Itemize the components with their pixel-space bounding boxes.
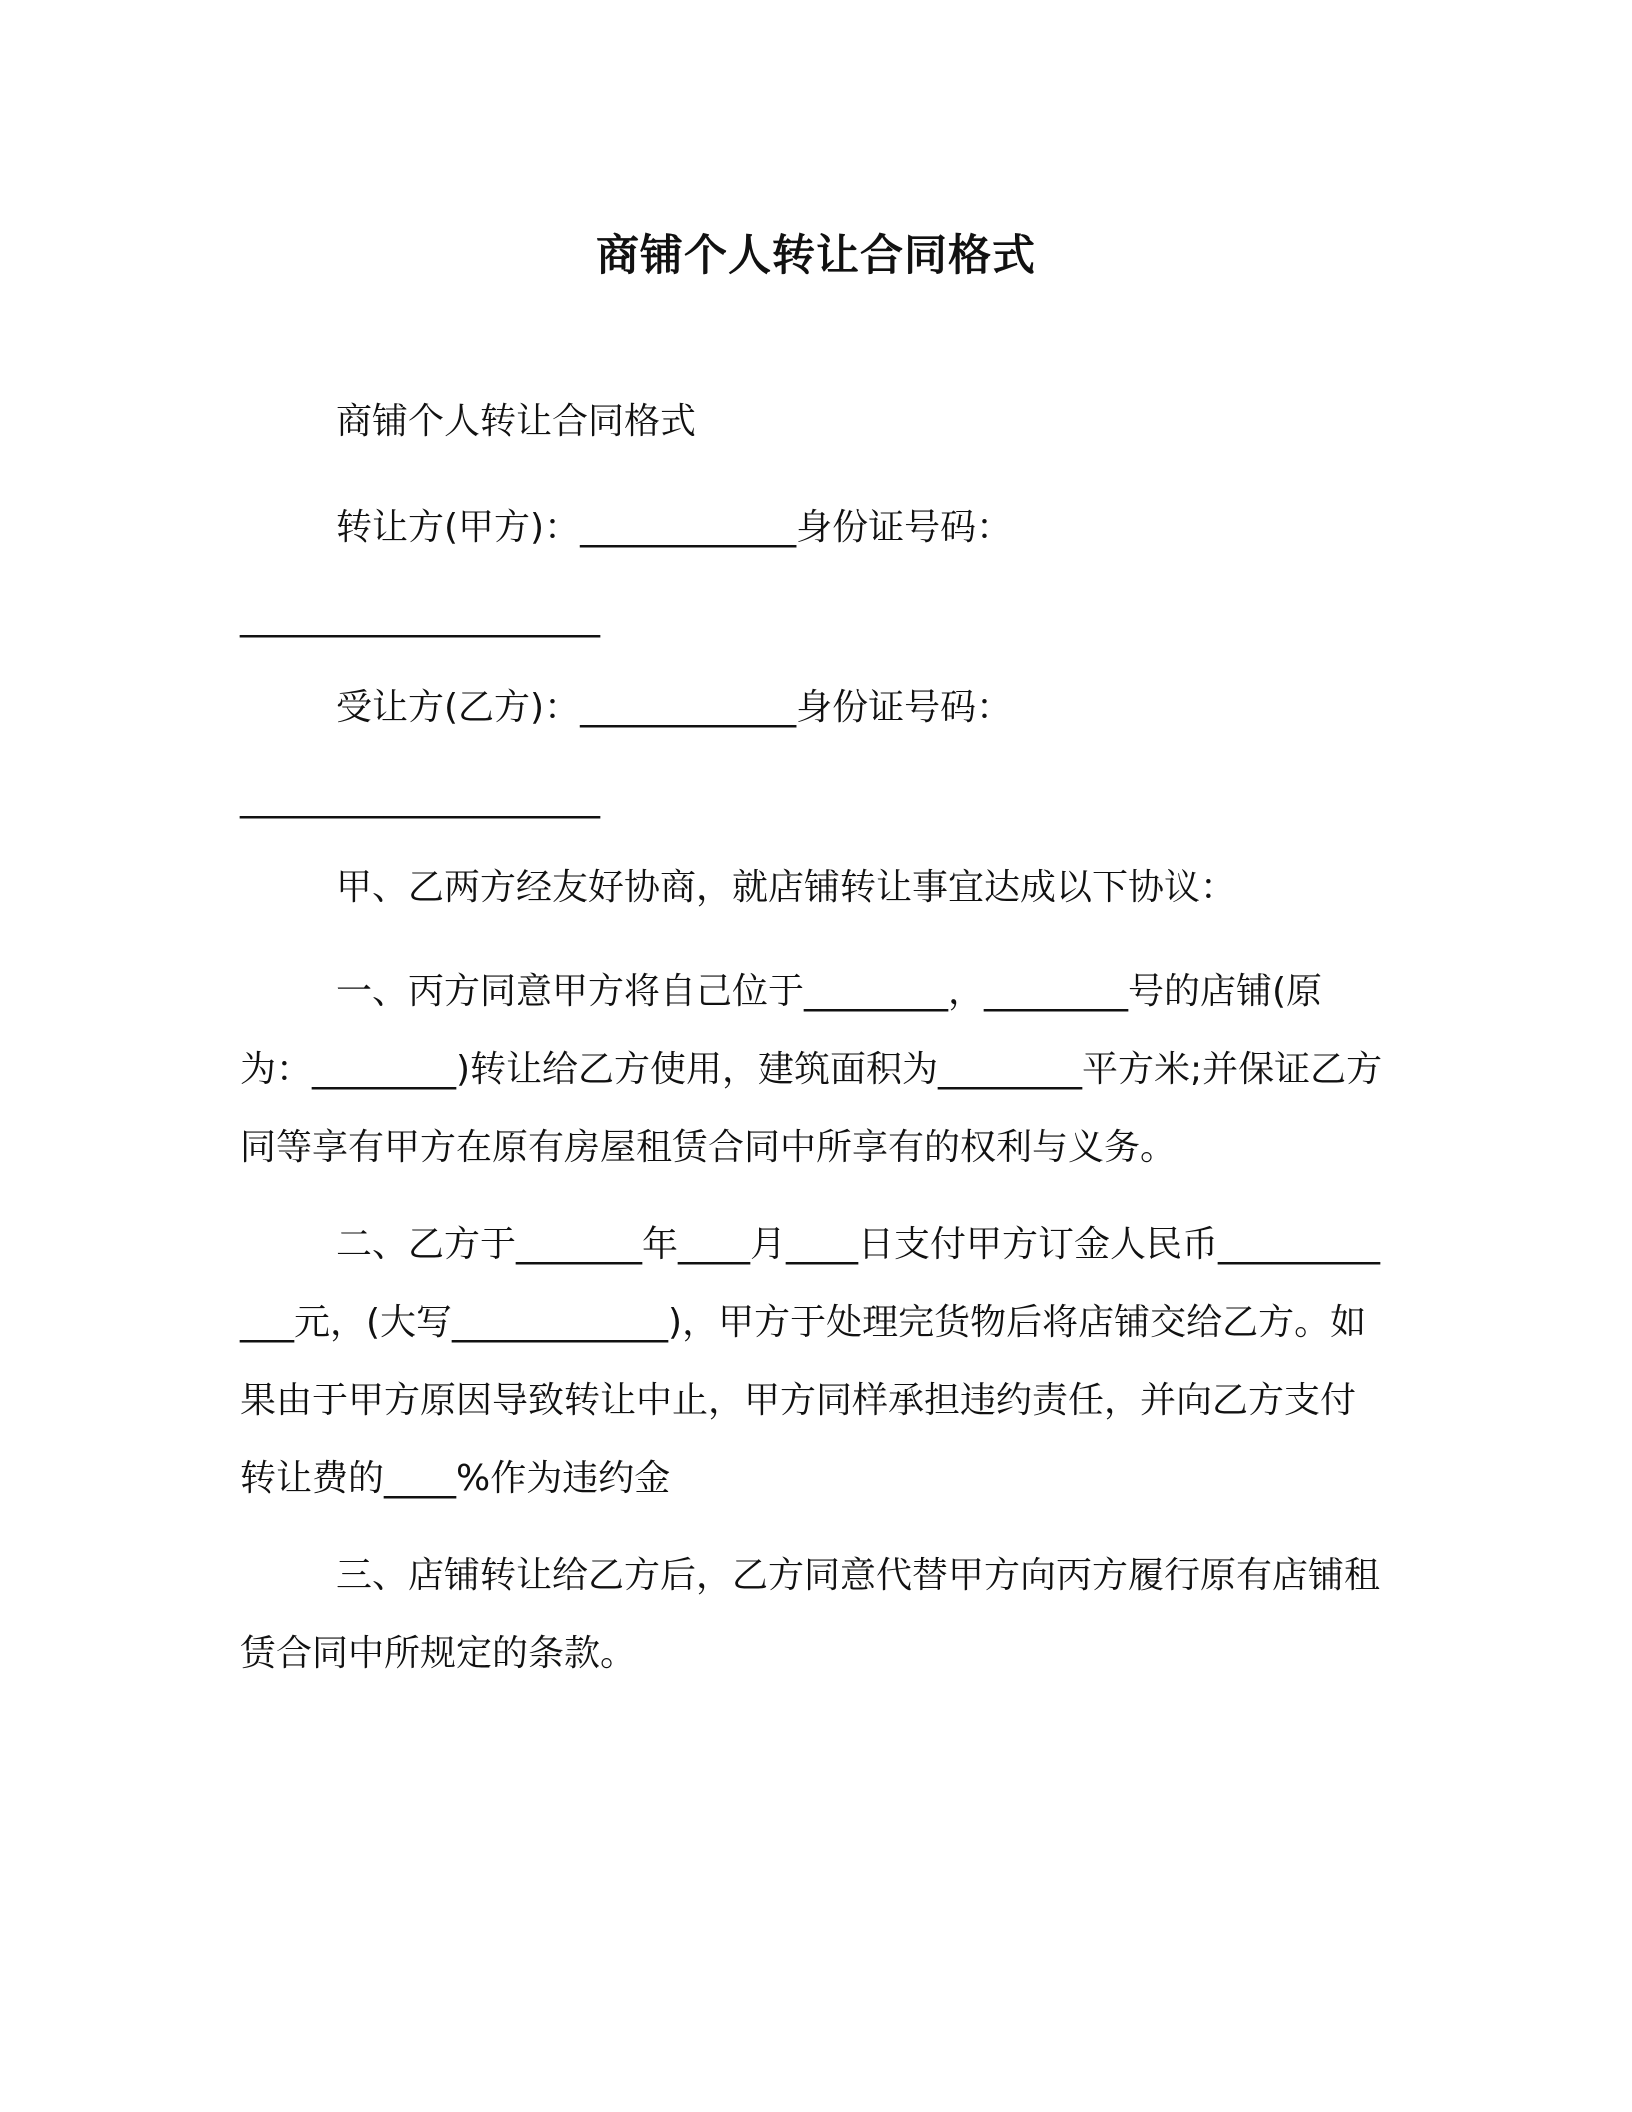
document-title: 商铺个人转让合同格式: [596, 231, 1036, 281]
party-b-id-blank: ____________________: [240, 778, 600, 819]
document-subtitle: 商铺个人转让合同格式: [336, 401, 697, 442]
clause-2: 二、乙方于_______年____月____日支付甲方订金人民币____________元，(大写____________)，甲方于处理完货物后将店铺交给乙方。如果由于甲方原因导致转让中止，甲方同样承担违约责任，并向乙方支付转让费的____%作为违约金: [240, 1224, 1381, 1499]
party-a-line: 转让方(甲方)：____________身份证号码：: [336, 507, 1013, 548]
party-a-id-blank: ____________________: [240, 597, 600, 638]
clause-3: 三、店铺转让给乙方后，乙方同意代替甲方向丙方履行原有店铺租赁合同中所规定的条款。: [240, 1555, 1381, 1674]
party-b-line: 受让方(乙方)：____________身份证号码：: [336, 687, 1013, 728]
clause-1: 一、丙方同意甲方将自己位于________，________号的店铺(原为：________)转让给乙方使用，建筑面积为________平方米;并保证乙方同等享有甲方在原有房屋租赁合同中所享有的权利与义务。: [240, 971, 1383, 1168]
intro-paragraph: 甲、乙两方经友好协商，就店铺转让事宜达成以下协议：: [336, 867, 1237, 908]
